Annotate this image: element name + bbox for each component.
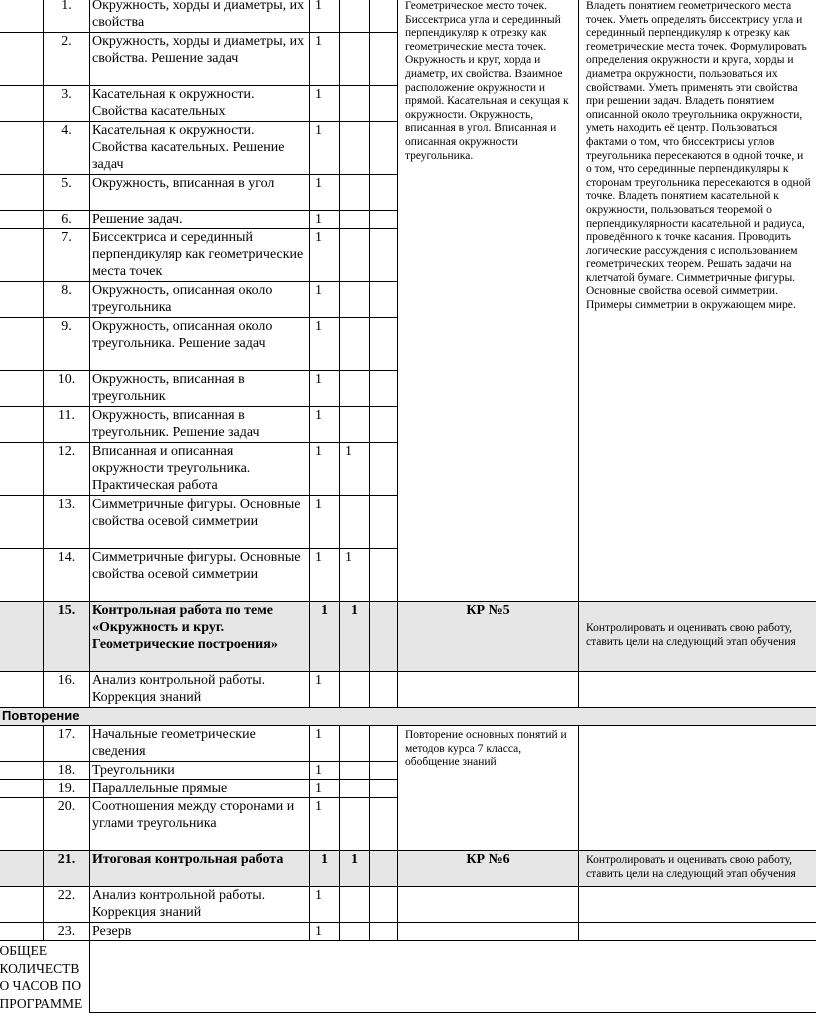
empty-cell: [340, 798, 370, 851]
empty-cell: [0, 318, 44, 371]
empty-cell: [0, 407, 44, 443]
empty-cell: [340, 672, 370, 708]
lesson-practice: [340, 0, 370, 33]
empty-cell: [0, 443, 44, 496]
test-topic: Итоговая контрольная работа: [90, 851, 310, 887]
empty-cell: [0, 780, 44, 798]
lesson-topic: Соотношения между сторонами и углами треугольника: [90, 798, 310, 851]
lesson-practice: [340, 211, 370, 229]
lesson-practice: [340, 496, 370, 549]
test-topic: Контрольная работа по теме «Окружность и круг. Геометрические построения»: [90, 602, 310, 672]
lesson-topic: Симметричные фигуры. Основные свойства осевой симметрии: [90, 496, 310, 549]
empty-cell: [398, 887, 579, 923]
lesson-practice: [340, 371, 370, 407]
lesson-topic: Окружность, описанная около треугольника. Решение задач: [90, 318, 310, 371]
lesson-topic: Биссектриса и серединный перпендикуляр как геометрические места точек: [90, 229, 310, 282]
lesson-hours: 1: [310, 762, 340, 780]
empty-cell: [370, 798, 398, 851]
empty-cell: [0, 887, 44, 923]
empty-cell: [0, 672, 44, 708]
lesson-hours: 1: [310, 443, 340, 496]
lesson-number: 21.: [44, 851, 90, 887]
lesson-hours: 1: [310, 726, 340, 762]
lesson-number: 8.: [44, 282, 90, 318]
review-content: Повторение основных понятий и методов курса 7 класса, обобщение знаний: [398, 726, 579, 851]
lesson-number: 18.: [44, 762, 90, 780]
lesson-practice: 1: [340, 443, 370, 496]
lesson-topic: Касательная к окружности. Свойства касательных: [90, 86, 310, 122]
lesson-number: 20.: [44, 798, 90, 851]
lesson-topic: Окружность, хорды и диаметры, их свойства: [90, 0, 310, 33]
test-control: 1: [340, 851, 370, 887]
empty-cell: [579, 923, 816, 941]
lesson-row: [0, 672, 816, 708]
test-label: КР №6: [398, 851, 579, 887]
lesson-practice: [340, 229, 370, 282]
lesson-practice: [340, 86, 370, 122]
empty-cell: [370, 762, 398, 780]
empty-cell: [370, 923, 398, 941]
empty-cell: [0, 549, 44, 602]
lesson-topic: Вписанная и описанная окружности треугольника. Практическая работа: [90, 443, 310, 496]
empty-cell: [0, 122, 44, 175]
empty-cell: [0, 496, 44, 549]
empty-cell: [0, 0, 44, 33]
lesson-topic: Касательная к окружности. Свойства касательных. Решение задач: [90, 122, 310, 175]
empty-cell: [0, 798, 44, 851]
empty-cell: [370, 175, 398, 211]
lesson-practice: [340, 122, 370, 175]
empty-cell: [0, 762, 44, 780]
lesson-number: 16.: [44, 672, 90, 708]
lesson-hours: 1: [310, 887, 340, 923]
lesson-practice: 1: [340, 549, 370, 602]
lesson-topic: Окружность, вписанная в треугольник: [90, 371, 310, 407]
empty-cell: [370, 443, 398, 496]
empty-cell: [370, 229, 398, 282]
empty-cell: [0, 923, 44, 941]
test-hours: 1: [310, 851, 340, 887]
lesson-number: 13.: [44, 496, 90, 549]
empty-cell: [370, 0, 398, 33]
lesson-hours: 1: [310, 318, 340, 371]
lesson-row: [0, 923, 816, 941]
lesson-number: 9.: [44, 318, 90, 371]
lesson-topic: Треугольники: [90, 762, 310, 780]
empty-cell: [340, 923, 370, 941]
empty-cell: [0, 86, 44, 122]
lesson-number: 12.: [44, 443, 90, 496]
block1-activities: Владеть понятием геометрического места точек. Уметь определять биссектрису угла и серединный перпендикуляр к отрезку как геометрические места точек. Формулировать определения окружности и круга, хорды и диаметра окружности, пользоваться их свойствами. Уметь применять эти свойства при решении задач. Владеть понятием описанной около треугольника окружности, уметь находить её центр. Пользоваться фактами о том, что биссектрисы углов треугольника пересекаются в одной точке, и о том, что серединные перпендикуляры к сторонам треугольника пересекаются в одной точке. Владеть понятием касательной к окружности, пользоваться теоремой о перпендикулярности касательной и радиуса, проведённого к точке касания. Проводить логические рассуждения с использованием геометрических теорем. Решать задачи на клетчатой бумаге. Симметричные фигуры. Основные свойства осевой симметрии. Примеры симметрии в окружающем мире.: [579, 0, 816, 602]
lesson-number: 15.: [44, 602, 90, 672]
empty-cell: [370, 602, 398, 672]
lesson-practice: [340, 318, 370, 371]
empty-cell: [579, 672, 816, 708]
lesson-hours: 1: [310, 798, 340, 851]
lesson-number: 1.: [44, 0, 90, 33]
empty-cell: [370, 887, 398, 923]
lesson-number: 4.: [44, 122, 90, 175]
empty-cell: [370, 371, 398, 407]
lesson-row: [0, 887, 816, 923]
lesson-topic: Окружность, вписанная в угол: [90, 175, 310, 211]
empty-cell: [0, 726, 44, 762]
empty-cell: [370, 851, 398, 887]
empty-cell: [579, 726, 816, 851]
lesson-topic: Окружность, хорды и диаметры, их свойства. Решение задач: [90, 33, 310, 86]
block1-content: Геометрическое место точек. Биссектриса угла и серединный перпендикуляр к отрезку как геометрические места точек. Окружность и круг, хорда и диаметр, их свойства. Взаимное расположение окружности и прямой. Касательная и секущая к окружности. Окружность, вписанная в угол. Вписанная и описанная окружности треугольника.: [398, 0, 579, 602]
total-row: [0, 941, 816, 1013]
lesson-hours: 1: [310, 175, 340, 211]
empty-cell: [0, 602, 44, 672]
section-title: Повторение: [0, 708, 816, 726]
lesson-number: 22.: [44, 887, 90, 923]
empty-cell: [370, 780, 398, 798]
empty-cell: [370, 211, 398, 229]
lesson-hours: 1: [310, 86, 340, 122]
lesson-topic: Окружность, описанная около треугольника: [90, 282, 310, 318]
lesson-hours: 1: [310, 229, 340, 282]
section-header-row: [0, 708, 816, 726]
lesson-topic: Параллельные прямые: [90, 780, 310, 798]
lesson-topic: Резерв: [90, 923, 310, 941]
lesson-number: 11.: [44, 407, 90, 443]
lesson-number: 3.: [44, 86, 90, 122]
lesson-number: 19.: [44, 780, 90, 798]
lesson-topic: Анализ контрольной работы. Коррекция знаний: [90, 672, 310, 708]
test-control: 1: [340, 602, 370, 672]
empty-cell: [370, 726, 398, 762]
lesson-hours: 1: [310, 780, 340, 798]
lesson-practice: [340, 407, 370, 443]
empty-cell: [0, 229, 44, 282]
lesson-hours: 1: [310, 211, 340, 229]
lesson-number: 5.: [44, 175, 90, 211]
empty-cell: [370, 86, 398, 122]
lesson-number: 17.: [44, 726, 90, 762]
empty-cell: [370, 318, 398, 371]
empty-cell: [0, 371, 44, 407]
empty-cell: [340, 762, 370, 780]
empty-cell: [398, 672, 579, 708]
lesson-number: 23.: [44, 923, 90, 941]
total-hours-label: ОБЩЕЕ КОЛИЧЕСТВ О ЧАСОВ ПО ПРОГРАММЕ: [0, 941, 90, 1013]
test-row: [0, 602, 816, 672]
test-activity: Контролировать и оценивать свою работу, ставить цели на следующий этап обучения: [579, 851, 816, 887]
empty-cell: [340, 726, 370, 762]
test-label: КР №5: [398, 602, 579, 672]
empty-cell: [370, 407, 398, 443]
empty-cell: [0, 33, 44, 86]
lesson-hours: 1: [310, 0, 340, 33]
lesson-number: 2.: [44, 33, 90, 86]
lesson-hours: 1: [310, 33, 340, 86]
lesson-number: 10.: [44, 371, 90, 407]
lesson-hours: 1: [310, 371, 340, 407]
total-hours-value: [90, 941, 816, 1013]
empty-cell: [0, 175, 44, 211]
test-row: [0, 851, 816, 887]
lesson-topic: Окружность, вписанная в треугольник. Решение задач: [90, 407, 310, 443]
empty-cell: [0, 211, 44, 229]
empty-cell: [579, 887, 816, 923]
lesson-number: 6.: [44, 211, 90, 229]
empty-cell: [370, 282, 398, 318]
empty-cell: [370, 672, 398, 708]
empty-cell: [370, 549, 398, 602]
lesson-topic: Решение задач.: [90, 211, 310, 229]
lesson-hours: 1: [310, 122, 340, 175]
lesson-practice: [340, 175, 370, 211]
lesson-practice: [340, 282, 370, 318]
lesson-topic: Начальные геометрические сведения: [90, 726, 310, 762]
empty-cell: [398, 923, 579, 941]
lesson-row: [0, 0, 816, 33]
lesson-hours: 1: [310, 407, 340, 443]
lesson-topic: Симметричные фигуры. Основные свойства осевой симметрии: [90, 549, 310, 602]
empty-cell: [0, 282, 44, 318]
test-activity: Контролировать и оценивать свою работу, ставить цели на следующий этап обучения: [579, 602, 816, 672]
lesson-hours: 1: [310, 923, 340, 941]
empty-cell: [0, 851, 44, 887]
lesson-number: 7.: [44, 229, 90, 282]
empty-cell: [370, 33, 398, 86]
test-hours: 1: [310, 602, 340, 672]
lesson-hours: 1: [310, 549, 340, 602]
empty-cell: [340, 780, 370, 798]
lesson-practice: [340, 33, 370, 86]
lesson-topic: Анализ контрольной работы. Коррекция знаний: [90, 887, 310, 923]
lesson-hours: 1: [310, 496, 340, 549]
lesson-number: 14.: [44, 549, 90, 602]
lesson-hours: 1: [310, 282, 340, 318]
empty-cell: [370, 122, 398, 175]
empty-cell: [340, 887, 370, 923]
review-row: [0, 726, 816, 762]
empty-cell: [370, 496, 398, 549]
lesson-hours: 1: [310, 672, 340, 708]
